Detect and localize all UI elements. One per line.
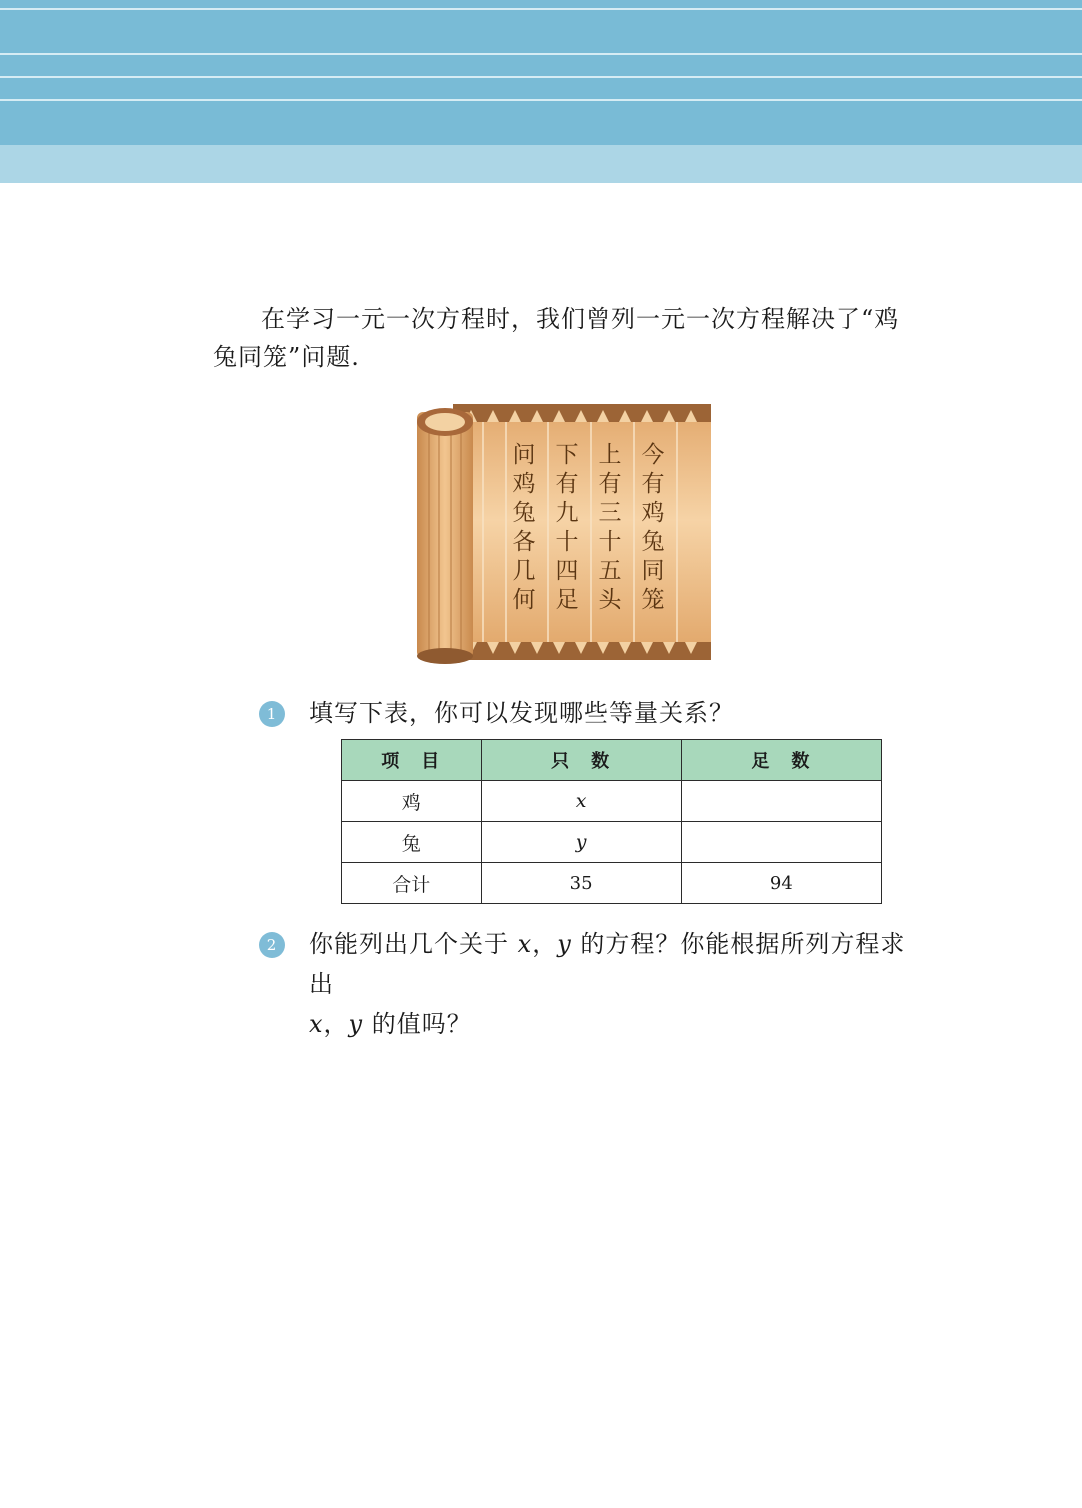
table-row [342, 781, 882, 822]
header-sub-banner [0, 145, 1082, 183]
banner-stripe [0, 8, 1082, 10]
question-number-badge: 1 [259, 701, 285, 727]
table-header-row [342, 740, 882, 781]
table-cell: x [481, 781, 681, 822]
table-cell [681, 822, 881, 863]
chicken-rabbit-table [341, 739, 882, 904]
question-2-part3: 的值吗？ [363, 1010, 472, 1038]
variable-y: y [557, 930, 572, 958]
question-2-part2: 的方程？你能根据所列方程求出 [309, 930, 906, 998]
question-number-badge: 2 [259, 932, 285, 958]
comma: ， [323, 1010, 349, 1038]
question-2 [259, 924, 929, 1044]
comma: ， [532, 930, 558, 958]
table-cell [681, 781, 881, 822]
table-cell: 94 [681, 863, 881, 904]
variable-y: y [348, 1010, 364, 1038]
variable-x: x [517, 930, 533, 958]
table-cell: 兔 [342, 822, 482, 863]
scroll-column-4: 问鸡兔各几何 [512, 442, 542, 613]
table-row [342, 863, 882, 904]
scroll-column-3: 下有九十四足 [555, 442, 585, 613]
scroll-column-1: 今有鸡兔同笼 [641, 442, 671, 613]
question-2-text [259, 924, 929, 1044]
banner-stripe [0, 76, 1082, 78]
variable-x: x [309, 1010, 324, 1038]
intro-text: 在学习一元一次方程时，我们曾列一元一次方程解决了“鸡兔同笼”问题. [213, 305, 900, 371]
table-cell: 35 [481, 863, 681, 904]
question-2-part1: 你能列出几个关于 [309, 930, 518, 958]
bamboo-scroll-illustration [413, 400, 715, 666]
table-cell: y [481, 822, 681, 863]
question-1-text: 填写下表，你可以发现哪些等量关系？ [309, 699, 734, 727]
banner-stripe [0, 53, 1082, 55]
question-1 [259, 693, 734, 733]
header-banner [0, 0, 1082, 145]
banner-stripe [0, 99, 1082, 101]
intro-paragraph [213, 300, 923, 376]
table-cell: 合计 [342, 863, 482, 904]
table-row [342, 822, 882, 863]
scroll-column-2: 上有三十五头 [598, 442, 628, 613]
table-cell: 鸡 [342, 781, 482, 822]
table-header-feet: 足 数 [681, 740, 881, 781]
table-header-count: 只 数 [481, 740, 681, 781]
table-header-item: 项 目 [342, 740, 482, 781]
